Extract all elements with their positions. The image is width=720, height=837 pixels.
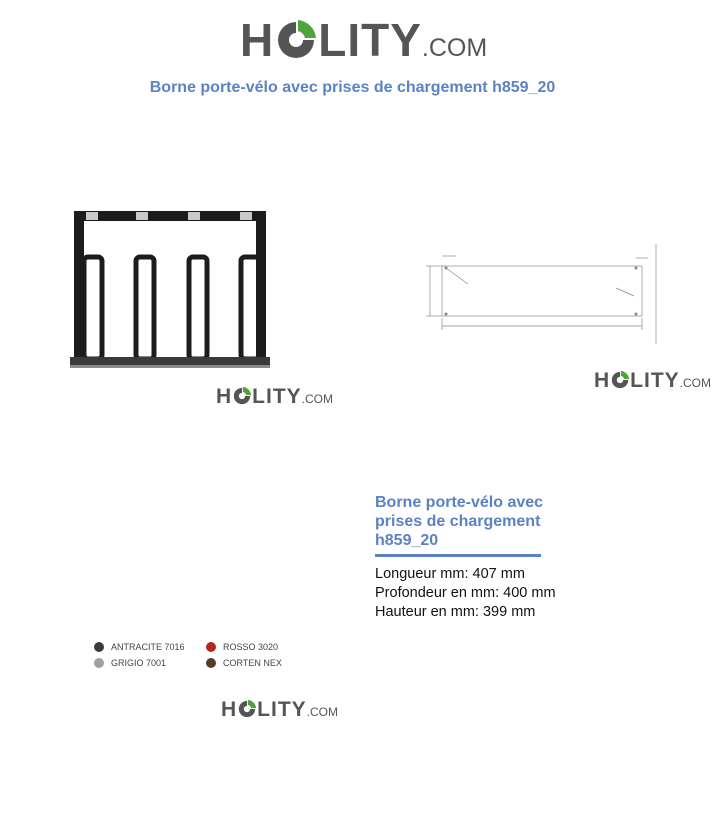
logo-text-h: H: [240, 14, 275, 66]
technical-drawing: [416, 240, 662, 350]
holity-logo[interactable]: [221, 696, 338, 722]
spec-depth: Profondeur en mm: 400 mm: [375, 585, 556, 601]
spec-height: Hauteur en mm: 399 mm: [375, 604, 536, 620]
logo-text-h: H: [216, 385, 233, 408]
logo-o-icon: [610, 367, 630, 387]
logo-text-com: .COM: [421, 34, 488, 62]
color-option[interactable]: [94, 642, 185, 652]
color-swatch-icon: [94, 658, 104, 668]
color-label: ROSSO 3020: [223, 642, 279, 652]
color-swatch-icon: [206, 642, 216, 652]
logo-text-lity: LITY: [257, 698, 307, 721]
holity-logo[interactable]: [216, 383, 333, 409]
logo-text-h: H: [221, 698, 238, 721]
color-option[interactable]: [206, 642, 278, 652]
product-specs: [375, 565, 556, 622]
logo-text-com: .COM: [679, 376, 712, 390]
logo-text-com: .COM: [301, 392, 334, 406]
logo-o-icon: [232, 383, 252, 403]
color-label: ANTRACITE 7016: [111, 642, 185, 652]
logo-text-lity: LITY: [318, 14, 422, 66]
holity-logo[interactable]: [240, 12, 487, 68]
color-option[interactable]: [94, 658, 166, 668]
logo-o-icon: [274, 12, 318, 56]
color-swatch-icon: [206, 658, 216, 668]
logo-o-icon: [237, 696, 257, 716]
logo-text-lity: LITY: [252, 385, 302, 408]
product-heading: Borne porte-vélo avec prises de chargement h859_20: [375, 494, 544, 549]
page-title: Borne porte-vélo avec prises de chargement h859_20: [149, 79, 556, 96]
color-label: GRIGIO 7001: [111, 658, 167, 668]
logo-text-com: .COM: [306, 705, 339, 719]
logo-text-lity: LITY: [630, 369, 680, 392]
spec-length: Longueur mm: 407 mm: [375, 566, 525, 582]
bike-rack-photo: [66, 205, 276, 371]
holity-logo[interactable]: [594, 367, 711, 393]
heading-divider: [375, 554, 541, 557]
color-label: CORTEN NEX: [223, 658, 282, 668]
color-option[interactable]: [206, 658, 282, 668]
color-swatch-icon: [94, 642, 104, 652]
logo-text-h: H: [594, 369, 611, 392]
